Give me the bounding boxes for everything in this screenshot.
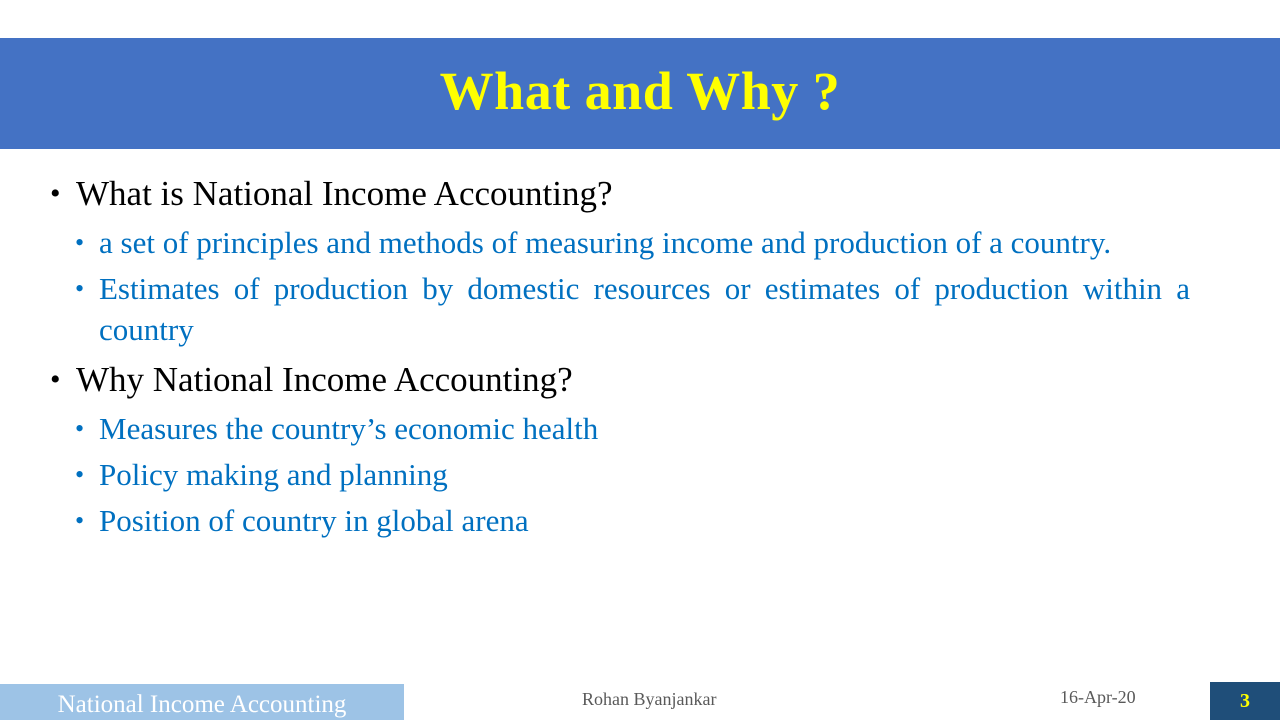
bullet-dot-icon: • bbox=[75, 460, 85, 489]
bullet-text: Why National Income Accounting? bbox=[76, 360, 573, 399]
bullet-dot-icon: • bbox=[50, 177, 61, 210]
title-band bbox=[0, 38, 1280, 149]
bullet-text: What is National Income Accounting? bbox=[76, 174, 613, 213]
footer-author: Rohan Byanjankar bbox=[582, 689, 717, 709]
bullet-dot-icon: • bbox=[75, 228, 85, 257]
bullet-text: Measures the country’s economic health bbox=[99, 411, 599, 446]
bullet-level2 bbox=[50, 408, 1190, 449]
slide-body bbox=[50, 172, 1190, 546]
bullet-level2 bbox=[50, 222, 1190, 263]
bullet-level1-why bbox=[50, 358, 1190, 402]
bullet-dot-icon: • bbox=[75, 414, 85, 443]
bullet-text: Estimates of production by domestic resources or estimates of production within a country bbox=[99, 271, 1190, 347]
page-number: 3 bbox=[1210, 682, 1280, 720]
bullet-level2 bbox=[50, 500, 1190, 541]
bullet-dot-icon: • bbox=[75, 506, 85, 535]
bullet-text: Position of country in global arena bbox=[99, 503, 529, 538]
bullet-text: a set of principles and methods of measuring income and production of a country. bbox=[99, 225, 1112, 260]
slide-title: What and Why ? bbox=[439, 60, 841, 121]
bullet-level2 bbox=[50, 454, 1190, 495]
bullet-dot-icon: • bbox=[75, 274, 85, 303]
bullet-text: Policy making and planning bbox=[99, 457, 448, 492]
footer-course-title: National Income Accounting bbox=[0, 684, 404, 720]
bullet-level1-what bbox=[50, 172, 1190, 216]
footer-date: 16-Apr-20 bbox=[1060, 687, 1136, 707]
bullet-dot-icon: • bbox=[50, 363, 61, 396]
bullet-level2 bbox=[50, 268, 1190, 350]
